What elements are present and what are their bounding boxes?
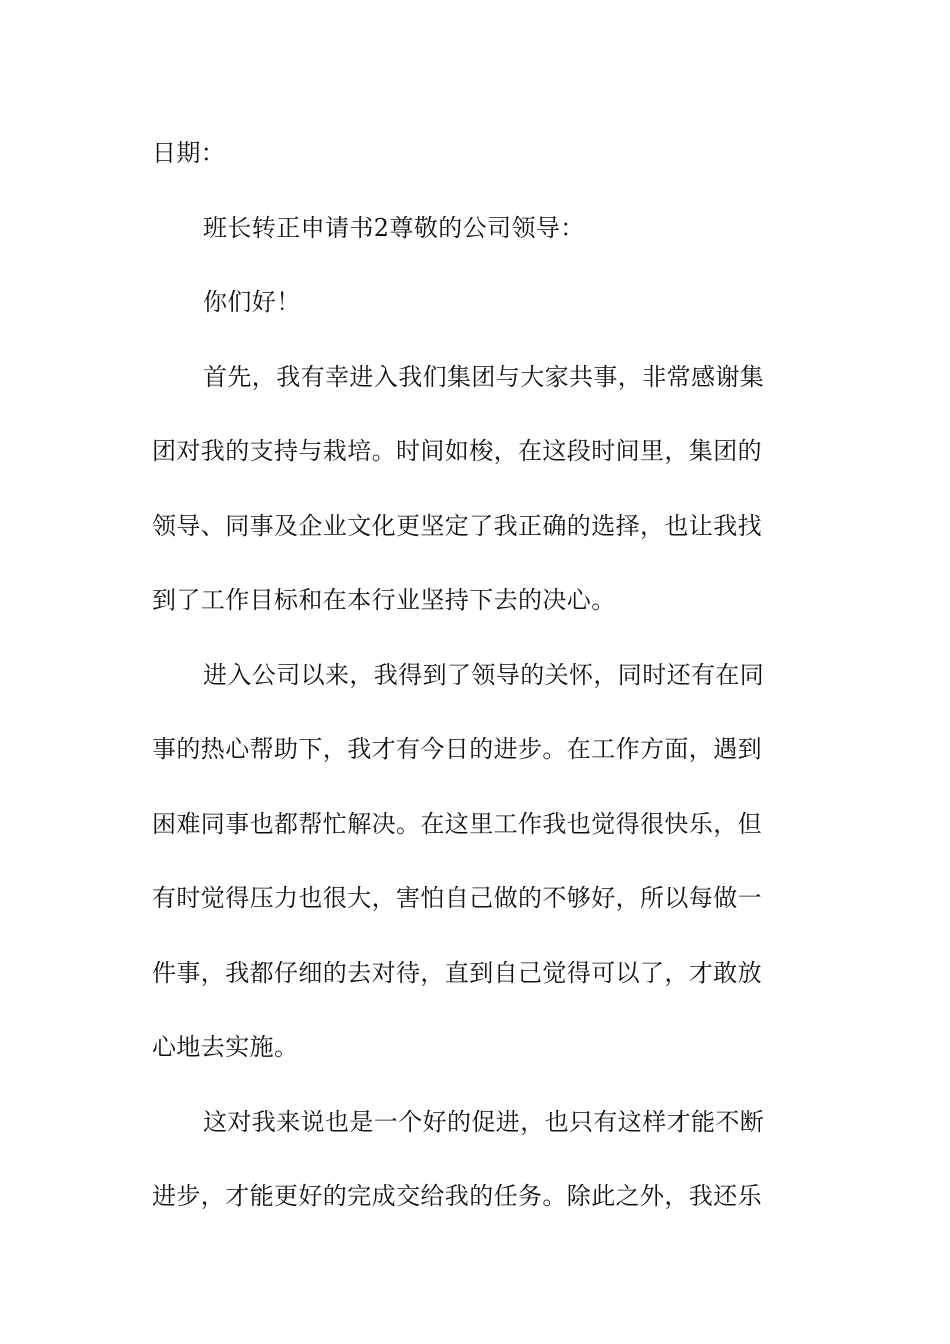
paragraph-line: 这对我来说也是一个好的促进，也只有这样才能不断: [203, 1108, 765, 1136]
salutation-line: 班长转正申请书2尊敬的公司领导：: [203, 214, 585, 242]
paragraph-line: 困难同事也都帮忙解决。在这里工作我也觉得很快乐，但: [152, 810, 762, 838]
greeting-line: 你们好！: [203, 288, 301, 316]
paragraph-line: 到了工作目标和在本行业坚持下去的决心。: [152, 586, 616, 614]
paragraph-line: 件事，我都仔细的去对待，直到自己觉得可以了，才敢放: [152, 959, 762, 987]
paragraph-line: 领导、同事及企业文化更坚定了我正确的选择，也让我找: [152, 512, 762, 540]
paragraph-line: 进步，才能更好的完成交给我的任务。除此之外，我还乐: [152, 1182, 762, 1210]
paragraph-line: 进入公司以来，我得到了领导的关怀，同时还有在同: [203, 661, 765, 689]
paragraph-line: 首先，我有幸进入我们集团与大家共事，非常感谢集: [203, 363, 765, 391]
date-label: 日期：: [152, 139, 226, 167]
paragraph-line: 有时觉得压力也很大，害怕自己做的不够好，所以每做一: [152, 884, 762, 912]
paragraph-line: 事的热心帮助下，我才有今日的进步。在工作方面，遇到: [152, 735, 762, 763]
paragraph-line: 团对我的支持与栽培。时间如梭，在这段时间里，集团的: [152, 437, 762, 465]
paragraph-line: 心地去实施。: [152, 1033, 299, 1061]
